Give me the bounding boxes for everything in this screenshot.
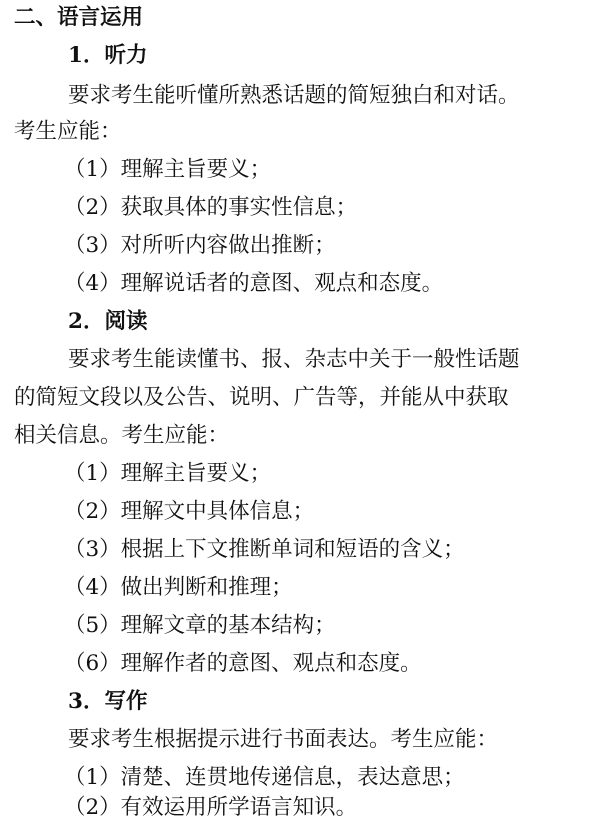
paragraph-line: 考生应能： (14, 119, 122, 144)
list-item: （4）理解说话者的意图、观点和态度。 (64, 271, 444, 296)
list-item: （1）清楚、连贯地传递信息，表达意思； (64, 765, 465, 790)
paragraph-line: 相关信息。考生应能： (14, 423, 230, 448)
subsection-heading-listening: 1．听力 (68, 43, 148, 68)
list-item: （6）理解作者的意图、观点和态度。 (64, 651, 422, 676)
list-item: （5）理解文章的基本结构； (64, 613, 336, 638)
list-item: （4）做出判断和推理； (64, 575, 293, 600)
subsection-heading-writing: 3．写作 (68, 689, 148, 714)
paragraph-line: 的简短文段以及公告、说明、广告等，并能从中获取 (14, 385, 509, 410)
paragraph-line: 要求考生能听懂所熟悉话题的简短独白和对话。 (68, 83, 520, 108)
list-item: （1）理解主旨要义； (64, 461, 272, 486)
list-item: （2）获取具体的事实性信息； (64, 195, 358, 220)
list-item: （2）有效运用所学语言知识。 (64, 795, 358, 820)
paragraph-line: 要求考生能读懂书、报、杂志中关于一般性话题 (68, 347, 520, 372)
list-item: （1）理解主旨要义； (64, 157, 272, 182)
section-title: 二、语言运用 (14, 5, 144, 30)
list-item: （2）理解文中具体信息； (64, 499, 315, 524)
subsection-heading-reading: 2．阅读 (68, 309, 148, 334)
paragraph-line: 要求考生根据提示进行书面表达。考生应能： (68, 727, 499, 752)
list-item: （3）对所听内容做出推断； (64, 233, 336, 258)
list-item: （3）根据上下文推断单词和短语的含义； (64, 537, 465, 562)
